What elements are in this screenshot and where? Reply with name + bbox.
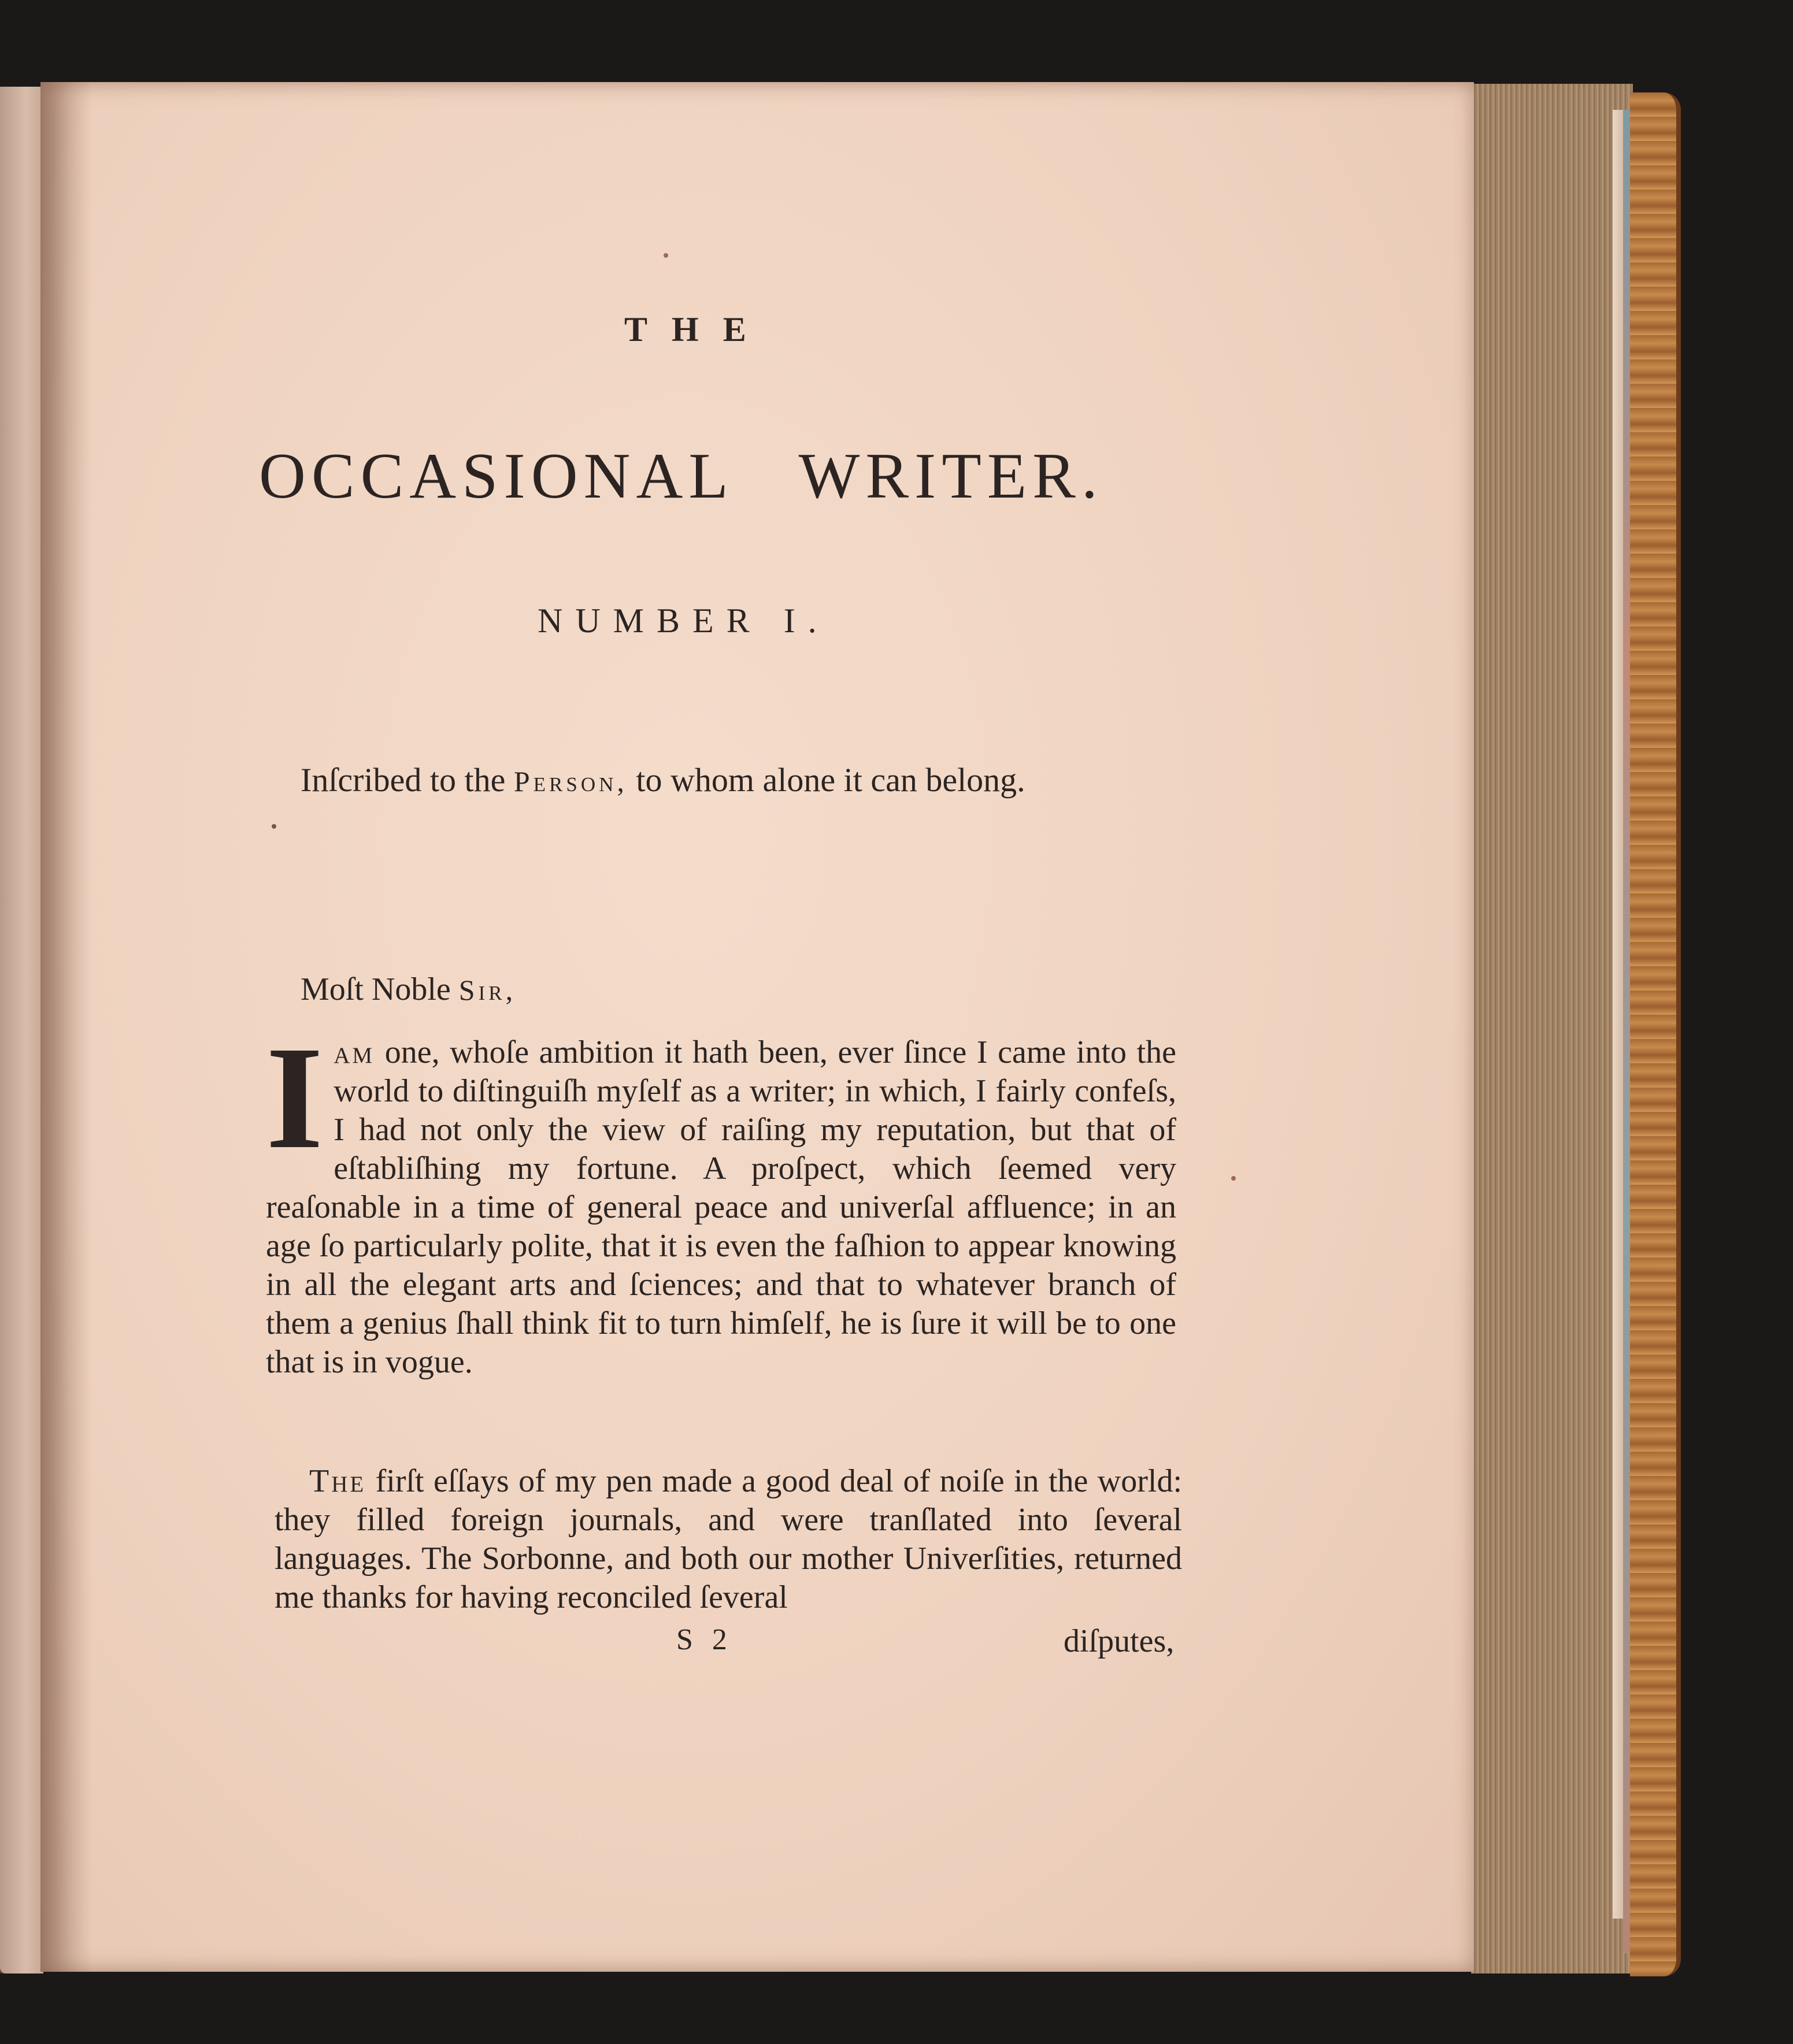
paragraph-2 — [275, 1462, 1182, 1617]
signature-mark: S 2 — [676, 1623, 733, 1656]
paragraph-1 — [266, 1017, 1176, 1382]
gutter-shadow — [40, 82, 92, 1972]
left-page-edge — [0, 87, 43, 1973]
catchword: diſputes, — [1064, 1623, 1175, 1659]
paragraph-1-text: one, whoſe ambition it hath been, ever ſince I came into the world to diſtinguiſh myſelf as a writer; in which, I fairly confeſs, I had not only the view of raiſing my reputation, but that of eſtabliſhing my fortune. A proſpect, which ſeemed very reaſonable in a time of general peace and univerſal affluence; in an age ſo particularly polite, that it is even the faſhion to appear knowing in all the elegant arts and ſciences; and that to whatever branch of them a genius ſhall think fit to turn himſelf, he is ſure it will be to one that is in vogue. — [266, 1034, 1176, 1380]
salutation — [301, 971, 516, 1008]
paper-speck — [1231, 1176, 1236, 1181]
book-page — [40, 82, 1474, 1972]
inscription-person: Person, — [513, 765, 628, 797]
paragraph-1-lead: am — [334, 1034, 375, 1070]
inscription-after: to whom alone it can belong. — [636, 761, 1025, 799]
header-the: THE — [624, 310, 770, 348]
paragraph-2-text: firſt eſſays of my pen made a good deal of noiſe in the world: they filled foreign journals, and were tranſlated into ſeveral languages. The Sorbonne, and both our mother Univerſities, returned me thanks for having reconciled ſeveral — [275, 1463, 1183, 1615]
number-heading: NUMBER I. — [538, 602, 829, 640]
drop-cap: I — [266, 1017, 324, 1179]
inscription-before: Inſcribed to the — [301, 761, 506, 799]
inscription-line — [301, 761, 1025, 799]
book-spine — [1630, 92, 1681, 1976]
page-title: OCCASIONAL WRITER. — [259, 440, 1103, 512]
salutation-sir: Sir, — [458, 974, 517, 1006]
page-edges — [1471, 84, 1633, 1973]
salutation-before: Moſt Noble — [301, 971, 451, 1007]
paper-speck — [272, 824, 276, 829]
paper-speck — [664, 253, 668, 258]
paragraph-2-lead: The — [309, 1463, 366, 1499]
